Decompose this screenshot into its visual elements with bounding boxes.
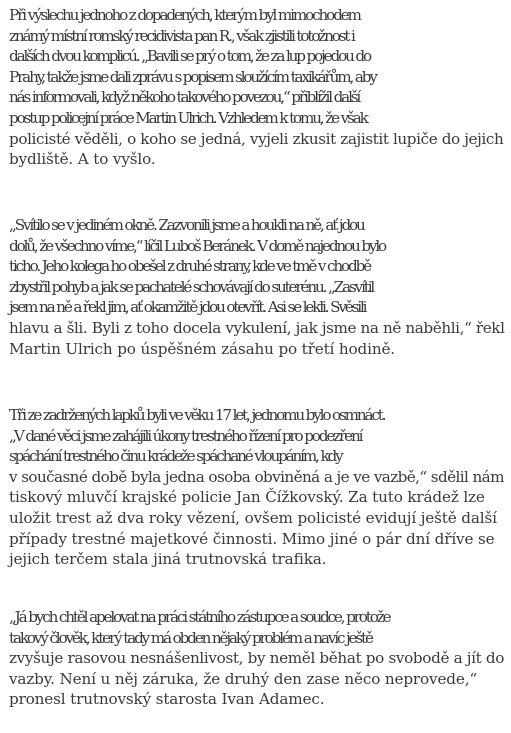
text-line: případy trestné majetkové činnosti. Mimo jiné o pár dní dříve se	[9, 529, 495, 548]
text-line: „Já bych chtěl apelovat na práci státního zástupce a soudce, protože	[9, 608, 390, 626]
text-line: zvyšuje rasovou nesnášenlivost, by neměl běhat po svobodě a jít do	[9, 649, 505, 668]
text-line: pronesl trutnovský starosta Ivan Adamec.	[9, 690, 325, 709]
article-paragraph-4	[9, 607, 504, 710]
text-line: jejich terčem stala jiná trutnovská trafika.	[9, 550, 327, 569]
article-paragraph-2	[9, 215, 505, 359]
text-line: takový člověk, který tady má obden nějaký problém a navíc ještě	[9, 628, 372, 647]
article-paragraph-3	[9, 405, 504, 570]
text-line: „V dané věci jsme zahájili úkony trestného řízení pro podezření	[9, 426, 362, 445]
text-line: nás informovali, když někoho takového povezou,“ přiblížil další	[9, 88, 360, 107]
text-line: vazby. Není u něj záruka, že druhý den zase něco neprovede,“	[9, 669, 478, 688]
article-paragraph-1	[9, 5, 503, 170]
text-line: známý místní romský recidivista pan R., však zjistili totožnost i	[9, 26, 354, 45]
text-line: dalších dvou komplicú. „Bavili se prý o tom, že za lup pojedou do	[9, 47, 370, 66]
text-line: Prahy, takže jsme dali zprávu s popisem sloužícím taxikářům, aby	[9, 67, 376, 86]
text-line: Martin Ulrich po úspěšném zásahu po třetí hodině.	[9, 339, 395, 358]
text-line: Tři ze zadržených lapků byli ve věku 17 let, jednomu bylo osmnáct.	[9, 406, 385, 424]
text-line: jsem na ně a řekl jim, ať okamžitě jdou otevřít. Asi se lekli. Svěsili	[9, 298, 366, 317]
text-line: policisté věděli, o koho se jedná, vyjeli zkusit zajistit lupiče do jejich	[9, 129, 504, 148]
text-line: spáchání trestného činu krádeže spáchané vloupáním, kdy	[9, 447, 342, 466]
text-line: bydliště. A to vyšlo.	[9, 150, 156, 169]
text-line: „Svítilo se v jediném okně. Zazvonili jsme a houkli na ně, ať jdou	[9, 216, 364, 234]
text-line: uložit trest až dva roky vězení, ovšem policisté evidují ještě další	[9, 508, 497, 527]
text-line: Při výslechu jednoho z dopadených, kterým byl mimochodem	[9, 6, 360, 24]
text-line: ticho. Jeho kolega ho obešel z druhé strany, kde ve tmě v chodbě	[9, 257, 371, 276]
text-line: zbystřil pohyb a jak se pachatelé schovávají do suterénu. „Zasvítil	[9, 277, 374, 296]
text-line: tiskový mluvčí krajské policie Jan Čížkovský. Za tuto krádež lze	[9, 488, 485, 507]
text-line: dolů, že všechno víme,“ líčil Luboš Beránek. V domě najednou bylo	[9, 236, 386, 255]
text-line: hlavu a šli. Byli z toho docela vykulení, jak jsme na ně naběhli,“ řekl	[9, 318, 505, 337]
text-line: postup policejní práce Martin Ulrich. Vzhledem k tomu, že však	[9, 108, 367, 127]
text-line: v současné době byla jedna osoba obviněná a je ve vazbě,“ sdělil nám	[9, 467, 504, 486]
